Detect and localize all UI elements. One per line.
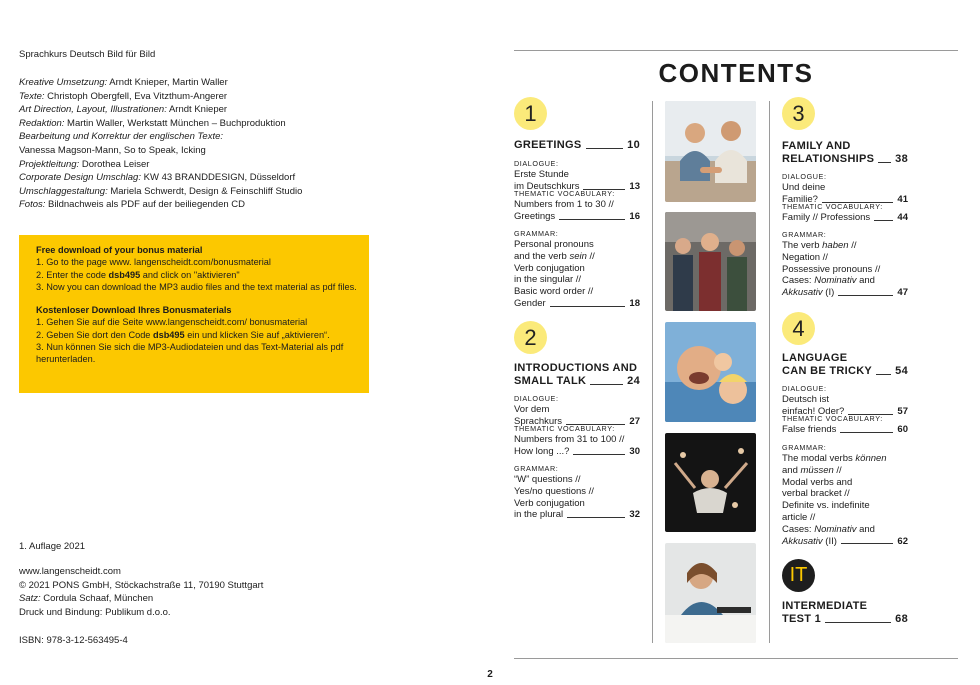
chapter-1-page: 10 xyxy=(627,139,640,151)
bonus-code: dsb495 xyxy=(152,329,185,340)
chapter-4-grammar: GRAMMAR: The modal verbs können and müssen // Modal verbs and verbal bracket // Definite vs. indefinite article // Cases: Nominativ and Akkusativ (II) 62 xyxy=(782,443,908,547)
chapter-4-entry[interactable]: LANGUAGE CAN BE TRICKY 54 xyxy=(782,352,908,377)
bonus-step-de: 2. Geben Sie dort den Code dsb495 ein und klicken Sie auf „aktivieren“. xyxy=(36,329,330,340)
credit-line: Fotos: Bildnachweis als PDF auf der beiliegenden CD xyxy=(19,199,246,211)
bonus-heading-de: Kostenloser Download Ihres Bonusmaterials xyxy=(36,305,232,316)
bonus-step-en: 3. Now you can download the MP3 audio files and the text material as pdf files. xyxy=(36,281,357,292)
bonus-code: dsb495 xyxy=(108,269,141,280)
chapter-2-title: INTRODUCTIONS AND xyxy=(514,362,638,374)
chapter-2-vocabulary: THEMATIC VOCABULARY: Numbers from 31 to 100 // How long ...? 30 xyxy=(514,424,640,457)
chapter-2-entry[interactable]: INTRODUCTIONS AND SMALL TALK 24 xyxy=(514,362,640,387)
intermediate-test-page: 68 xyxy=(895,613,908,625)
chapter-3-dialogue: DIALOGUE: Und deine Familie? 41 xyxy=(782,172,908,205)
column-divider xyxy=(769,101,770,643)
chapter-4-dialogue: DIALOGUE: Deutsch ist einfach! Oder? 57 xyxy=(782,384,908,417)
chapter-2-page: 24 xyxy=(627,375,640,387)
imprint-line: Satz: Cordula Schaaf, München xyxy=(19,593,154,605)
edition: 1. Auflage 2021 xyxy=(19,541,86,552)
credit-line: Corporate Design Umschlag: KW 43 BRANDDESIGN, Düsseldorf xyxy=(19,172,296,184)
chapter-3-grammar: GRAMMAR: The verb haben // Negation // Possessive pronouns // Cases: Nominativ and Akkusativ (I) 47 xyxy=(782,230,908,299)
bonus-material-box xyxy=(19,235,369,393)
chapter-3-page: 38 xyxy=(895,153,908,165)
credit-line: Umschlaggestaltung: Mariela Schwerdt, Design & Feinschliff Studio xyxy=(19,185,303,197)
bottom-rule xyxy=(514,658,958,659)
column-divider xyxy=(652,101,653,643)
chapter-4-title: LANGUAGE xyxy=(782,352,848,364)
photo-test xyxy=(665,543,756,643)
intermediate-test-badge: IT xyxy=(782,559,815,592)
chapter-4-badge: 4 xyxy=(782,312,815,345)
chapter-3-title: FAMILY AND xyxy=(782,140,851,152)
photo-family xyxy=(665,322,756,422)
credit-line: Bearbeitung und Korrektur der englischen Texte: xyxy=(19,131,224,143)
chapter-3-entry[interactable]: FAMILY AND RELATIONSHIPS 38 xyxy=(782,140,908,165)
credit-line: Redaktion: Martin Waller, Werkstatt München – Buchproduktion xyxy=(19,117,286,129)
imprint-line: Druck und Bindung: Publikum d.o.o. xyxy=(19,606,171,618)
chapter-1-grammar: GRAMMAR: Personal pronouns and the verb sein // Verb conjugation in the singular // Basic word order // Gender 18 xyxy=(514,229,640,309)
bonus-heading-en: Free download of your bonus material xyxy=(36,245,203,255)
chapter-1-title: GREETINGS xyxy=(514,139,582,151)
chapter-4-page: 54 xyxy=(895,365,908,377)
top-rule xyxy=(514,50,958,51)
intermediate-test-entry[interactable]: INTERMEDIATE TEST 1 68 xyxy=(782,600,908,625)
isbn: ISBN: 978-3-12-563495-4 xyxy=(19,635,128,646)
page-number: 2 xyxy=(487,669,493,680)
bonus-step-de: 1. Gehen Sie auf die Seite www.langenscheidt.com/ bonusmaterial xyxy=(36,317,308,328)
imprint-line: www.langenscheidt.com xyxy=(19,566,121,577)
photo-introductions xyxy=(665,212,756,311)
credits-block xyxy=(19,76,302,212)
credit-line: Art Direction, Layout, Illustrationen: Arndt Knieper xyxy=(19,104,228,116)
chapter-3-vocabulary: THEMATIC VOCABULARY: Family // Professions 44 xyxy=(782,202,908,223)
chapter-2-grammar: GRAMMAR: “W” questions // Yes/no questions // Verb conjugation in the plural 32 xyxy=(514,464,640,521)
credit-line: Kreative Umsetzung: Arndt Knieper, Martin Waller xyxy=(19,77,228,88)
imprint-block xyxy=(19,565,263,619)
photo-language xyxy=(665,433,756,532)
chapter-1-badge: 1 xyxy=(514,97,547,130)
bonus-step-en: 2. Enter the code dsb495 and click on "aktivieren" xyxy=(36,269,240,280)
bonus-step-de: herunterladen. xyxy=(36,354,96,365)
photo-greetings xyxy=(665,101,756,202)
chapter-1-entry[interactable] xyxy=(514,139,640,152)
intermediate-test-title: INTERMEDIATE xyxy=(782,600,868,612)
chapter-4-vocabulary: THEMATIC VOCABULARY: False friends 60 xyxy=(782,414,908,435)
credit-line: Projektleitung: Dorothea Leiser xyxy=(19,158,150,170)
imprint-line: © 2021 PONS GmbH, Stöckachstraße 11, 70190 Stuttgart xyxy=(19,579,264,591)
bonus-step-en: 1. Go to the page www. langenscheidt.com/bonusmaterial xyxy=(36,257,271,268)
chapter-2-dialogue: DIALOGUE: Vor dem Sprachkurs 27 xyxy=(514,394,640,427)
book-title: Sprachkurs Deutsch Bild für Bild xyxy=(19,49,156,60)
chapter-1-dialogue: DIALOGUE: Erste Stunde im Deutschkurs 13 xyxy=(514,159,640,192)
chapter-1-vocabulary: THEMATIC VOCABULARY: Numbers from 1 to 30 // Greetings 16 xyxy=(514,189,640,222)
bonus-step-de: 3. Nun können Sie sich die MP3-Audiodateien und das Text-Material als pdf xyxy=(36,342,344,353)
chapter-3-badge: 3 xyxy=(782,97,815,130)
credit-line: Texte: Christoph Obergfell, Eva Vitzthum-Angerer xyxy=(19,90,228,102)
credit-line: Vanessa Magson-Mann, So to Speak, Icking xyxy=(19,144,206,156)
chapter-2-badge: 2 xyxy=(514,321,547,354)
contents-heading: CONTENTS xyxy=(658,58,814,88)
